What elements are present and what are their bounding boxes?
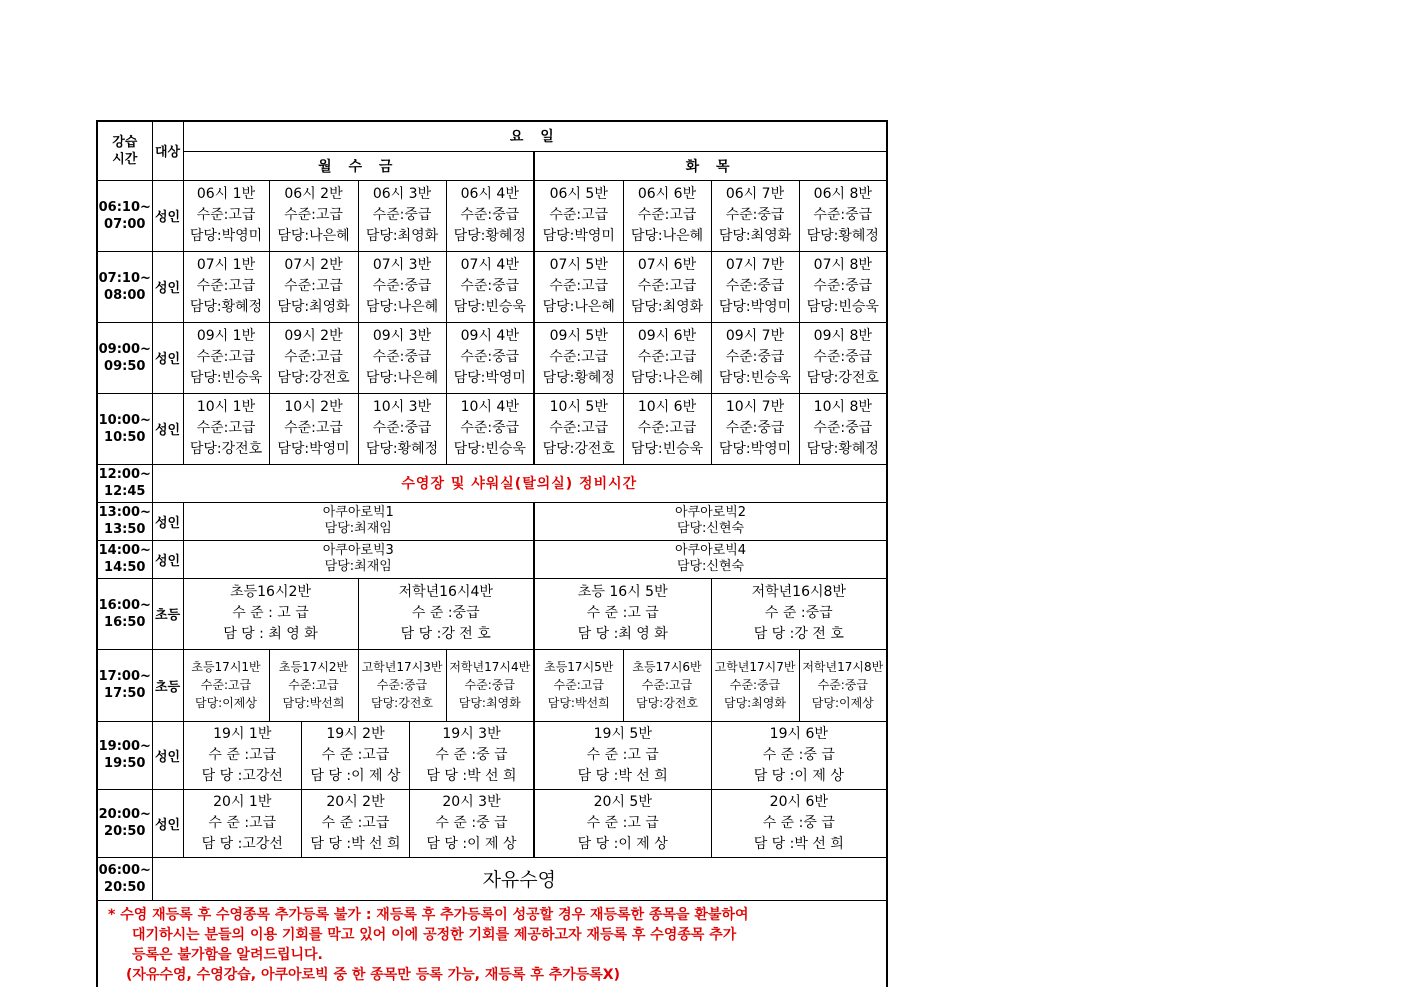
aqua-class-cell: 아쿠아로빅1 담당:최재임: [183, 502, 534, 540]
class-cell: 09시 6반 수준:고급 담당:나은혜: [623, 322, 711, 393]
class-cell: 고학년17시3반 수준:중급 담당:강전호: [358, 649, 446, 721]
class-cell: 19시 2반 수 준 :고급 담 당 :이 제 상: [302, 722, 410, 789]
schedule-table: [96, 120, 888, 987]
class-cell: 07시 3반 수준:중급 담당:나은혜: [358, 251, 446, 322]
kids-row-17: [97, 649, 887, 721]
target-cell: 성인: [152, 393, 183, 464]
schedule-row: [97, 322, 887, 393]
class-cell: 06시 7반 수준:중급 담당:최영화: [711, 180, 799, 251]
class-cell: 저학년17시8반 수준:중급 담당:이제상: [799, 649, 887, 721]
class-cell: 고학년17시7반 수준:중급 담당:최영화: [711, 649, 799, 721]
class-cell: 06시 5반 수준:고급 담당:박영미: [534, 180, 623, 251]
free-swim-label: 자유수영: [152, 857, 887, 900]
aqua-class-cell: 아쿠아로빅3 담당:최재임: [183, 540, 534, 578]
class-cell: 07시 2반 수준:고급 담당:최영화: [269, 251, 358, 322]
aqua-class-cell: 아쿠아로빅2 담당:신현숙: [534, 502, 887, 540]
class-cell: 10시 7반 수준:중급 담당:박영미: [711, 393, 799, 464]
mon-wed-fri-header: 월 수 금: [183, 151, 534, 180]
schedule-row: [97, 251, 887, 322]
days-header: 요 일: [183, 121, 887, 151]
class-cell: 10시 4반 수준:중급 담당:빈승욱: [446, 393, 534, 464]
time-cell: 09:00~ 09:50: [97, 322, 152, 393]
class-cell: 10시 1반 수준:고급 담당:강전호: [183, 393, 269, 464]
class-cell: 20시 5반 수 준 :고 급 담 당 :이 제 상: [534, 789, 711, 857]
maintenance-row: [97, 464, 887, 502]
class-cell: 초등17시6반 수준:고급 담당:강전호: [623, 649, 711, 721]
target-cell: 성인: [152, 721, 183, 789]
aqua-row: [97, 502, 887, 540]
notice-row: [97, 900, 887, 987]
class-cell: 09시 3반 수준:중급 담당:나은혜: [358, 322, 446, 393]
class-cell: 09시 5반 수준:고급 담당:황혜정: [534, 322, 623, 393]
class-cell: 저학년17시4반 수준:중급 담당:최영화: [446, 649, 534, 721]
header-row-2: [97, 151, 887, 180]
registration-notice: * 수영 재등록 후 수영종목 추가등록 불가 : 재등록 후 추가등록이 성공할 경우 재등록한 종목을 환불하여 대기하시는 분들의 이용 기회를 막고 있어 이에 공정한 기회를 제공하고자 재등록 후 수영종목 추가 등록은 불가함을 알려드립니다. (자유수영, 수영강습, 아쿠아로빅 중 한 종목만 등록 가능, 재등록 후 추가등록X): [97, 900, 887, 987]
time-column-header: 강습 시간: [97, 121, 152, 180]
time-cell: 06:10~ 07:00: [97, 180, 152, 251]
evening-subtable: [184, 790, 534, 857]
schedule-row: [97, 180, 887, 251]
class-cell: 저학년16시8반 수 준 :중급 담 당 :강 전 호: [711, 578, 887, 649]
class-cell: 19시 3반 수 준 :중 급 담 당 :박 선 희: [426, 725, 517, 784]
class-cell: 07시 6반 수준:고급 담당:최영화: [623, 251, 711, 322]
target-cell: 성인: [152, 180, 183, 251]
class-cell: 19시 5반 수 준 :고 급 담 당 :박 선 희: [534, 721, 711, 789]
target-cell: 성인: [152, 251, 183, 322]
class-cell: 10시 6반 수준:고급 담당:빈승욱: [623, 393, 711, 464]
evening-left-group: [183, 789, 534, 857]
time-cell: 14:00~ 14:50: [97, 540, 152, 578]
adult-row-20: [97, 789, 887, 857]
aqua-class-cell: 아쿠아로빅4 담당:신현숙: [534, 540, 887, 578]
class-cell: 09시 7반 수준:중급 담당:빈승욱: [711, 322, 799, 393]
target-cell: 초등: [152, 578, 183, 649]
evening-left-group: [183, 721, 534, 789]
target-cell: 성인: [152, 322, 183, 393]
class-cell: 06시 4반 수준:중급 담당:황혜정: [446, 180, 534, 251]
target-cell: 성인: [152, 540, 183, 578]
class-cell: 07시 5반 수준:고급 담당:나은혜: [534, 251, 623, 322]
class-cell: 09시 1반 수준:고급 담당:빈승욱: [183, 322, 269, 393]
class-cell: 06시 3반 수준:중급 담당:최영화: [358, 180, 446, 251]
target-cell: 성인: [152, 502, 183, 540]
class-cell: 19시 6반 수 준 :중 급 담 당 :이 제 상: [711, 721, 887, 789]
target-column-header: 대상: [152, 121, 183, 180]
class-cell: 06시 2반 수준:고급 담당:나은혜: [269, 180, 358, 251]
class-cell: 19시 1반 수 준 :고급 담 당 :고강선: [184, 722, 302, 789]
class-cell: 09시 2반 수준:고급 담당:강전호: [269, 322, 358, 393]
maintenance-notice: 수영장 및 샤워실(탈의실) 정비시간: [152, 464, 887, 502]
class-cell: 10시 2반 수준:고급 담당:박영미: [269, 393, 358, 464]
adult-row-19: [97, 721, 887, 789]
class-cell: 20시 2반 수 준 :고급 담 당 :박 선 희: [302, 790, 410, 857]
header-row-1: [97, 121, 887, 151]
free-swim-row: [97, 857, 887, 900]
class-cell: 초등17시5반 수준:고급 담당:박선희: [534, 649, 623, 721]
class-cell: 09시 8반 수준:중급 담당:강전호: [799, 322, 887, 393]
class-cell: 06시 8반 수준:중급 담당:황혜정: [799, 180, 887, 251]
kids-row-16: [97, 578, 887, 649]
time-cell: 07:10~ 08:00: [97, 251, 152, 322]
class-cell: 10시 5반 수준:고급 담당:강전호: [534, 393, 623, 464]
class-cell: 10시 3반 수준:중급 담당:황혜정: [358, 393, 446, 464]
class-cell: 저학년16시4반 수 준 :중급 담 당 :강 전 호: [358, 578, 534, 649]
class-cell: 20시 1반 수 준 :고급 담 당 :고강선: [184, 790, 302, 857]
time-cell: 19:00~ 19:50: [97, 721, 152, 789]
class-cell: 초등17시2반 수준:고급 담당:박선희: [269, 649, 358, 721]
target-cell: 초등: [152, 649, 183, 721]
class-cell: 초등 16시 5반 수 준 :고 급 담 당 :최 영 화: [534, 578, 711, 649]
tue-thu-header: 화 목: [534, 151, 887, 180]
class-cell: 20시 3반 수 준 :중 급 담 당 :이 제 상: [426, 793, 517, 852]
class-cell: 07시 7반 수준:중급 담당:박영미: [711, 251, 799, 322]
target-cell: 성인: [152, 789, 183, 857]
class-cell: 07시 4반 수준:중급 담당:빈승욱: [446, 251, 534, 322]
schedule-row: [97, 393, 887, 464]
schedule-sheet: [96, 120, 888, 987]
time-cell: 10:00~ 10:50: [97, 393, 152, 464]
time-cell: 16:00~ 16:50: [97, 578, 152, 649]
time-cell: 13:00~ 13:50: [97, 502, 152, 540]
class-cell: 10시 8반 수준:중급 담당:황혜정: [799, 393, 887, 464]
class-cell: 20시 6반 수 준 :중 급 담 당 :박 선 희: [711, 789, 887, 857]
class-cell: 09시 4반 수준:중급 담당:박영미: [446, 322, 534, 393]
time-cell: 12:00~ 12:45: [97, 464, 152, 502]
time-cell: 17:00~ 17:50: [97, 649, 152, 721]
class-cell: 07시 8반 수준:중급 담당:빈승욱: [799, 251, 887, 322]
evening-subtable: [184, 722, 534, 789]
class-cell: 초등16시2반 수 준 : 고 급 담 당 : 최 영 화: [183, 578, 358, 649]
time-cell: 06:00~ 20:50: [97, 857, 152, 900]
class-cell: 초등17시1반 수준:고급 담당:이제상: [183, 649, 269, 721]
time-cell: 20:00~ 20:50: [97, 789, 152, 857]
class-cell: 06시 1반 수준:고급 담당:박영미: [183, 180, 269, 251]
class-cell: 07시 1반 수준:고급 담당:황혜정: [183, 251, 269, 322]
aqua-row: [97, 540, 887, 578]
class-cell: 06시 6반 수준:고급 담당:나은혜: [623, 180, 711, 251]
